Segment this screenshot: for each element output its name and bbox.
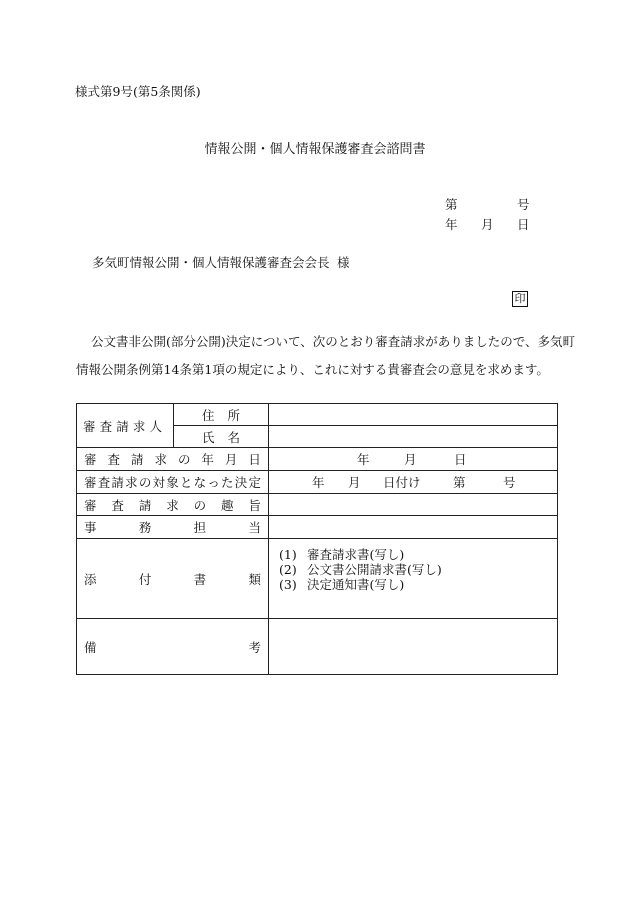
- list-item: (2) 公文書公開請求書(写し): [279, 562, 442, 577]
- remarks-label: 備 考: [84, 639, 261, 655]
- row-staff: [77, 516, 558, 539]
- request-date-label: 審 査 請 求 の 年 月 日: [84, 452, 261, 467]
- remarks-value-cell[interactable]: [269, 619, 558, 675]
- requester-label: 審 査 請 求 人: [83, 418, 162, 434]
- document-title: 情報公開・個人情報保護審査会諮問書: [204, 142, 426, 157]
- purpose-label: 審 査 請 求 の 趣 旨: [84, 497, 261, 513]
- purpose-label-cell: [77, 494, 269, 516]
- list-item: (1) 審査請求書(写し): [279, 547, 405, 562]
- list-item: (3) 決定通知書(写し): [279, 577, 405, 592]
- doc-number-suffix: 号: [517, 197, 530, 212]
- address-label-cell: [174, 404, 269, 426]
- address-value-cell[interactable]: [269, 404, 558, 426]
- body-line-2: 情報公開条例第14条第1項の規定により、これに対する貴審査会の意見を求めます。: [76, 362, 549, 377]
- address-label: 住 所: [202, 407, 240, 423]
- name-value-cell[interactable]: [269, 426, 558, 448]
- form-id: 様式第9号(第5条関係): [75, 84, 201, 99]
- row-attachments: [77, 539, 558, 619]
- addressee-honorific: 様: [337, 255, 350, 270]
- staff-label: 事 務 担 当: [84, 520, 261, 535]
- attachments-list: [269, 539, 557, 592]
- name-label-cell: [174, 426, 269, 448]
- purpose-value-cell[interactable]: [269, 494, 558, 516]
- remarks-label-cell: [77, 619, 269, 675]
- attachments-label: 添 付 書 類: [84, 571, 261, 587]
- row-address: [77, 404, 558, 426]
- attachments-label-cell: [77, 539, 269, 619]
- row-purpose: [77, 494, 558, 516]
- request-form-table: [76, 403, 558, 675]
- decision-value-cell[interactable]: 年 月 日付け 第 号: [269, 471, 558, 494]
- row-remarks: [77, 619, 558, 675]
- row-request-date: [77, 448, 558, 471]
- doc-number-prefix: 第: [445, 197, 458, 212]
- requester-label-cell: [77, 404, 174, 448]
- decision-label: 審 査 請 求 の 対 象 と な っ た 決 定: [84, 475, 261, 490]
- doc-date-month: 月: [481, 217, 494, 232]
- name-label: 氏 名: [202, 429, 240, 445]
- decision-label-cell: [77, 471, 269, 494]
- body-line-1: 公文書非公開(部分公開)決定について、次のとおり審査請求がありましたので、多気町: [91, 334, 576, 349]
- doc-date-year: 年: [445, 217, 458, 232]
- staff-value-cell[interactable]: [269, 516, 558, 539]
- request-date-label-cell: [77, 448, 269, 471]
- seal-mark: 印: [512, 291, 528, 307]
- staff-label-cell: [77, 516, 269, 539]
- addressee-name: 多気町情報公開・個人情報保護審査会会長: [92, 255, 330, 270]
- row-decision: [77, 471, 558, 494]
- attachments-list-cell: [269, 539, 558, 619]
- request-date-value-cell[interactable]: 年 月 日: [269, 448, 558, 471]
- doc-date-day: 日: [517, 217, 530, 232]
